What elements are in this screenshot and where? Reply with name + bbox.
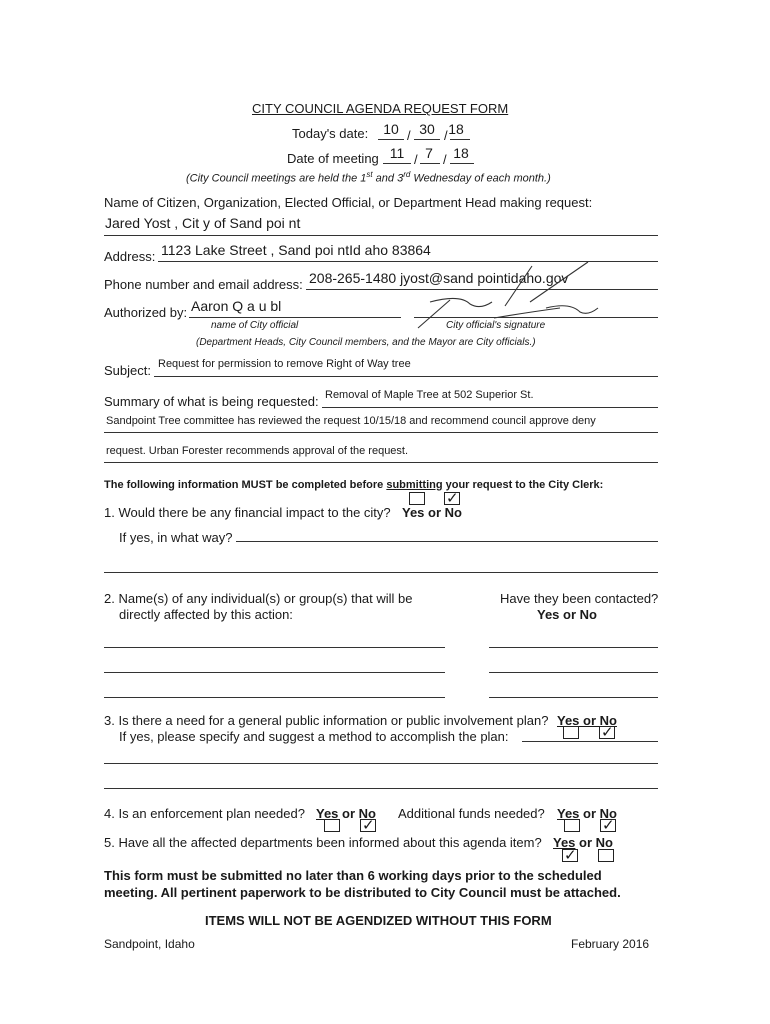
q3-public-involvement: 3. Is there a need for a general public information or public involvement plan? [104,713,549,728]
address-label: Address: [104,249,156,264]
check-mark-icon: ✓ [564,847,577,864]
q1-yes-checkbox[interactable] [409,492,425,505]
q4-enforcement-yes-checkbox[interactable] [324,819,340,832]
q1-yes-or-no: Yes or No [402,505,462,520]
form-revision-date: February 2016 [571,937,650,951]
check-mark-icon: ✓ [601,724,614,741]
summary-line-2[interactable]: Sandpoint Tree committee has reviewed the request 10/15/18 and recommend council approve deny [106,415,596,427]
q5-yes-or-no: Yes or No [553,835,613,850]
date-sep: / [407,128,411,143]
summary-label: Summary of what is being requested: [104,394,319,409]
meeting-date-month[interactable]: 11 [389,145,405,161]
q4-funds-no-checkbox[interactable] [600,819,616,832]
meeting-schedule-note: (City Council meetings are held the 1st and 3rd Wednesday of each month.) [186,170,551,185]
q5-no-checkbox[interactable] [598,849,614,862]
q3-plan-method: If yes, please specify and suggest a method to accomplish the plan: [119,729,509,744]
q5-yes-checkbox[interactable] [562,849,578,862]
date-sep: / [444,128,448,143]
must-complete-instruction: The following information MUST be completed before submitting your request to the City Clerk: [104,479,604,491]
subject-value[interactable]: Request for permission to remove Right of Way tree [158,358,411,370]
summary-value[interactable]: Removal of Maple Tree at 502 Superior St. [325,389,534,401]
q4-funds-yes-checkbox[interactable] [564,819,580,832]
q4-enforcement-plan: 4. Is an enforcement plan needed? [104,806,305,821]
city-location: Sandpoint, Idaho [104,937,195,951]
q2-affected-parties: 2. Name(s) of any individual(s) or group(s) that will be [104,591,413,606]
meeting-date-label: Date of meeting [287,151,379,166]
date-sep: / [443,152,447,167]
q2-affected-parties-line2: directly affected by this action: [119,607,293,622]
check-mark-icon: ✓ [362,817,375,834]
q1-no-checkbox[interactable] [444,492,460,505]
todays-date-month[interactable]: 10 [383,121,399,137]
authorized-by-value[interactable]: Aaron Q a u bl [191,298,282,314]
form-title: CITY COUNCIL AGENDA REQUEST FORM [252,101,509,116]
q4-additional-funds: Additional funds needed? [398,806,545,821]
q3-no-checkbox[interactable] [599,726,615,739]
todays-date-year[interactable]: 18 [448,121,464,137]
official-name-caption: name of City official [211,320,299,331]
subject-label: Subject: [104,363,151,378]
items-not-agendized-notice: ITEMS WILL NOT BE AGENDIZED WITHOUT THIS FORM [205,913,552,928]
q5-departments-informed: 5. Have all the affected departments been informed about this agenda item? [104,835,542,850]
check-mark-icon: ✓ [446,490,459,507]
q4-yes-or-no: Yes or No [316,806,376,821]
q4-enforcement-no-checkbox[interactable] [360,819,376,832]
q1-financial-impact: 1. Would there be any financial impact to the city? [104,505,391,520]
todays-date-label: Today's date: [292,126,369,141]
q3-yes-or-no: Yes or No [557,713,617,728]
summary-line-3[interactable]: request. Urban Forester recommends approval of the request. [106,445,409,457]
meeting-date-day[interactable]: 7 [425,145,433,161]
q3-yes-checkbox[interactable] [563,726,579,739]
requester-name-label: Name of Citizen, Organization, Elected Official, or Department Head making request: [104,195,593,210]
q4-funds-yes-or-no: Yes or No [557,806,617,821]
department-note: (Department Heads, City Council members, and the Mayor are City officials.) [196,337,536,348]
q2-yes-or-no: Yes or No [537,607,597,622]
submission-deadline-notice: This form must be submitted no later than 6 working days prior to the scheduled meeting. All pertinent paperwork to be distributed to City Council must be attached. [104,868,621,900]
q1-followup-label: If yes, in what way? [119,530,233,545]
address-value[interactable]: 1123 Lake Street , Sand poi ntId aho 83864 [161,242,431,258]
phone-email-label: Phone number and email address: [104,277,303,292]
check-mark-icon: ✓ [602,817,615,834]
todays-date-day[interactable]: 30 [419,121,435,137]
meeting-date-year[interactable]: 18 [453,145,469,161]
date-sep: / [414,152,418,167]
authorized-by-label: Authorized by: [104,305,188,320]
requester-name-value[interactable]: Jared Yost , Cit y of Sand poi nt [105,215,301,231]
q2-contacted-label: Have they been contacted? [500,591,659,606]
phone-email-value[interactable]: 208-265-1480 jyost@sand pointidaho.gov [309,270,569,286]
official-signature-caption: City official's signature [446,320,546,331]
